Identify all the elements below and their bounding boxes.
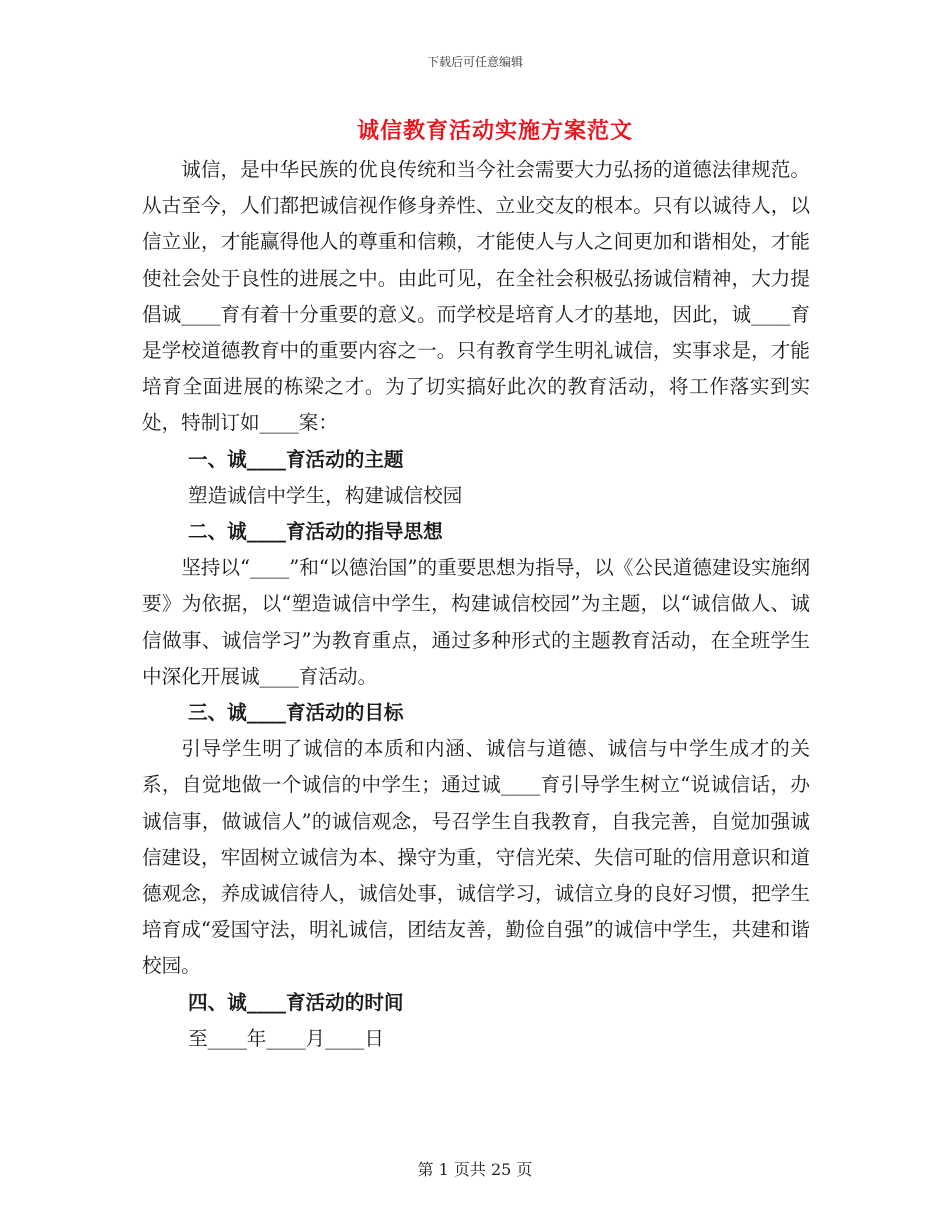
section-body: 引导学生明了诚信的本质和内涵、诚信与道德、诚信与中学生成才的关系，自觉地做一个诚信的中学生；通过诚____育引导学生树立“说诚信话，办诚信事，做诚信人”的诚信观念，号召学生自我教育，自我完善，自觉加强诚信建设，牢固树立诚信为本、操守为重，守信光荣、失信可耻的信用意识和道德观念，养成诚信待人，诚信处事，诚信学习，诚信立身的良好习惯，把学生培育成“爱国守法，明礼诚信，团结友善，勤俭自强”的诚信中学生，共建和谐校园。 [142,737,810,978]
page-footer: 第 1 页共 25 页 [417,1160,533,1179]
intro-paragraph: 诚信，是中华民族的优良传统和当今社会需要大力弘扬的道德法律规范。从古至今，人们都把诚信视作修身养性、立业交友的根本。只有以诚待人，以信立业，才能赢得他人的尊重和信赖，才能使人与人之间更加和谐相处，才能使社会处于良性的进展之中。由此可见，在全社会积极弘扬诚信精神，大力提倡诚____育有着十分重要的意义。而学校是培育人才的基地，因此，诚____育是学校道德教育中的重要内容之一。只有教育学生明礼诚信，实事求是，才能培育全面进展的栋梁之才。为了切实搞好此次的教育活动，将工作落实到实处，特制订如____案： [142,158,810,435]
document-title: 诚信教育活动实施方案范文 [356,118,633,144]
section-body: 塑造诚信中学生，构建诚信校园 [188,483,463,507]
section-heading: 三、诚____育活动的目标 [188,701,404,725]
section-heading: 一、诚____育活动的主题 [188,447,404,471]
section-body: 坚持以“____”和“以德治国”的重要思想为指导，以《公民道德建设实施纲要》为依据，以“塑造诚信中学生，构建诚信校园”为主题，以“诚信做人、诚信做事、诚信学习”为教育重点，通过多种形式的主题教育活动，在全班学生中深化开展诚____育活动。 [142,556,810,688]
section-heading: 二、诚____育活动的指导思想 [188,520,443,544]
document-body [142,152,810,1057]
section-body: 至____年____月____日 [188,1026,384,1050]
page-header: 下载后可任意编辑 [426,55,523,69]
section-heading: 四、诚____育活动的时间 [188,990,404,1014]
